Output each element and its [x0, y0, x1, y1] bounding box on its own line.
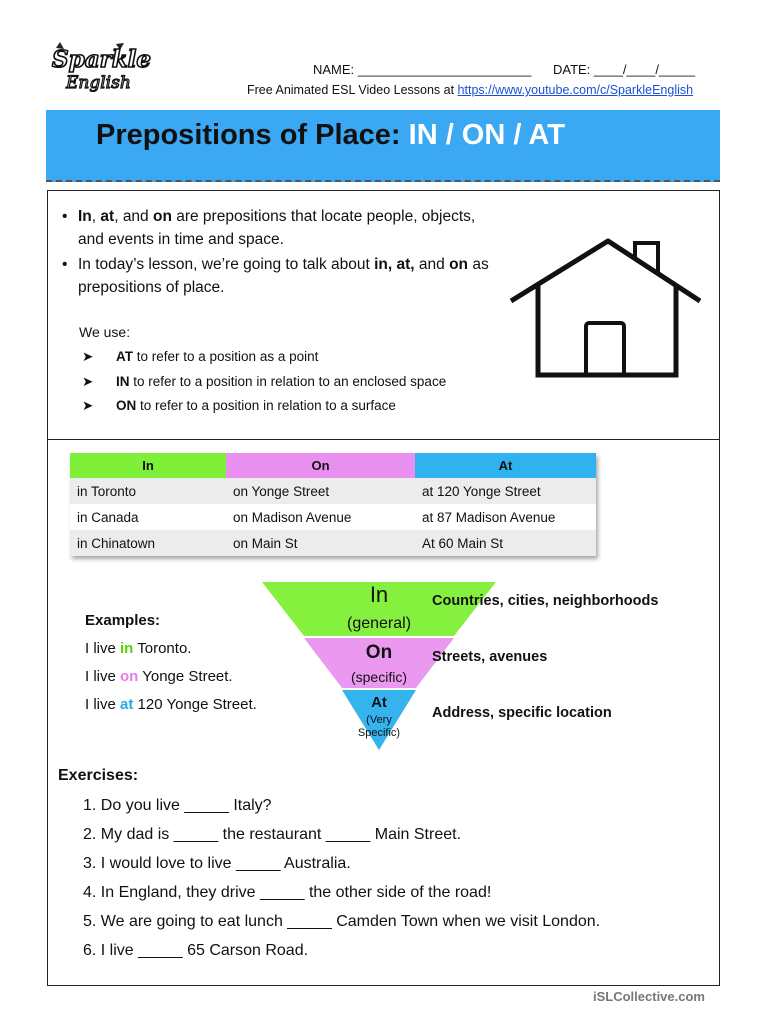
intro-bullet-1 [78, 205, 498, 251]
funnel-at-sub1: (Very [366, 714, 392, 726]
arrow-bullet-icon: ➤ [82, 349, 94, 364]
kw-in-at: in, at, [374, 256, 415, 273]
funnel-in-sub: (general) [346, 615, 412, 632]
table-cell: At 60 Main St [415, 530, 596, 556]
use-text: to refer to a position in relation to an enclosed space [129, 374, 447, 389]
table-cell: on Madison Avenue [226, 504, 415, 530]
ex-kw: in [120, 640, 134, 657]
intro-bullet-2 [78, 253, 498, 299]
kw-on: on [152, 208, 172, 225]
youtube-link[interactable]: https://www.youtube.com/c/SparkleEnglish [457, 83, 694, 97]
table-cell: in Toronto [70, 478, 226, 504]
table-row [70, 530, 596, 556]
table-header-at: At [415, 453, 596, 478]
ex-kw: on [120, 668, 139, 685]
table-cell: at 87 Madison Avenue [415, 504, 596, 530]
ex-pre: I live [85, 668, 121, 685]
video-lessons-line [247, 83, 693, 97]
we-use-label: We use: [79, 324, 131, 340]
table-cell: on Main St [226, 530, 415, 556]
logo-text-top: Sparkle [52, 46, 152, 73]
use-kw: ON [116, 398, 137, 413]
kw-on-2: on [449, 256, 469, 273]
example-line-at [85, 696, 257, 713]
logo-text-bottom: English [66, 73, 131, 93]
islcollective-watermark: iSLCollective.com [593, 989, 705, 1004]
sparkle-english-logo [46, 40, 152, 98]
title-banner [46, 110, 720, 182]
t1: , [91, 208, 101, 225]
use-kw: IN [116, 374, 130, 389]
arrow-bullet-icon: ➤ [82, 398, 94, 413]
intro-box [47, 190, 720, 440]
ex-pre: I live [85, 696, 121, 713]
exercise-item: 2. My dad is _____ the restaurant _____ Main Street. [83, 826, 462, 843]
exercise-item: 3. I would love to live _____ Australia. [83, 855, 351, 872]
category-in: Countries, cities, neighborhoods [432, 593, 659, 609]
funnel-at-label: At [371, 694, 387, 711]
use-text: to refer to a position as a point [133, 349, 319, 364]
use-kw: AT [116, 349, 133, 364]
t2: , and [114, 208, 153, 225]
exercise-item: 1. Do you live _____ Italy? [83, 797, 272, 814]
title-highlight: IN / ON / AT [408, 119, 565, 151]
kw-in: In [78, 208, 92, 225]
table-row [70, 478, 596, 504]
exercises-heading: Exercises: [58, 767, 139, 784]
use-text: to refer to a position in relation to a surface [136, 398, 396, 413]
example-line-in [85, 640, 191, 657]
ex-kw: at [120, 696, 134, 713]
funnel-in-label: In [369, 582, 389, 607]
category-at: Address, specific location [432, 705, 612, 721]
table-cell: in Canada [70, 504, 226, 530]
table-cell: on Yonge Street [226, 478, 415, 504]
t6: as prepositions of place. [78, 256, 489, 296]
exercise-item: 6. I live _____ 65 Carson Road. [83, 942, 309, 959]
house-icon [508, 237, 708, 387]
exercise-item: 5. We are going to eat lunch _____ Camden Town when we visit London. [83, 913, 601, 930]
funnel-on-sub: (specific) [350, 669, 407, 685]
arrow-bullet-icon: ➤ [82, 374, 94, 389]
ex-pre: I live [85, 640, 121, 657]
exercise-item: 4. In England, they drive _____ the other side of the road! [83, 884, 492, 901]
ex-post: Toronto. [133, 640, 192, 657]
table-header-on: On [226, 453, 415, 478]
t5: and [414, 256, 450, 273]
example-line-on [85, 668, 233, 685]
ex-post: 120 Yonge Street. [133, 696, 257, 713]
name-date-line: NAME: ________________________ DATE: ____/____/_____ [313, 62, 696, 77]
t4: In today’s lesson, we’re going to talk about [78, 256, 375, 273]
prepositions-table [70, 453, 596, 556]
kw-at: at [100, 208, 115, 225]
table-cell: in Chinatown [70, 530, 226, 556]
table-row [70, 504, 596, 530]
funnel-at-sub2: Specific) [357, 727, 401, 739]
ex-post: Yonge Street. [138, 668, 233, 685]
category-on: Streets, avenues [432, 649, 548, 665]
table-header-in: In [70, 453, 226, 478]
video-lessons-prefix: Free Animated ESL Video Lessons at [247, 83, 458, 97]
table-cell: at 120 Yonge Street [415, 478, 596, 504]
funnel-on-label: On [365, 642, 393, 663]
page-title [96, 119, 565, 152]
title-prefix: Prepositions of Place: [96, 119, 409, 151]
examples-heading: Examples: [85, 612, 161, 629]
t3: are prepositions that locate people, objects, and events in time and space. [78, 208, 476, 248]
